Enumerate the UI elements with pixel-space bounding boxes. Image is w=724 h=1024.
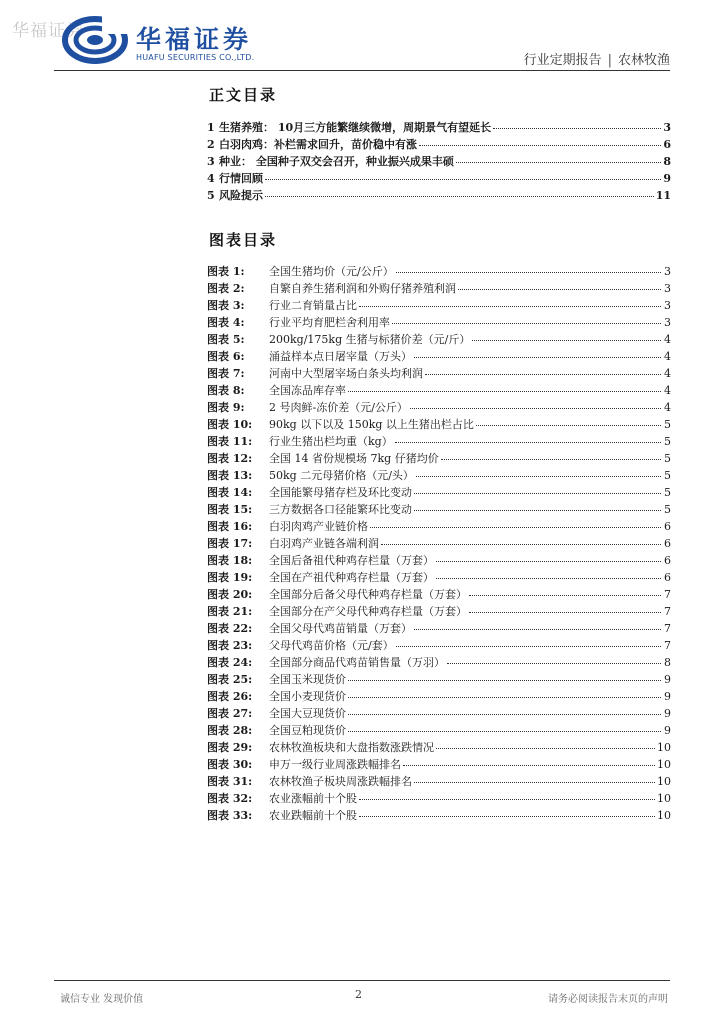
toc-label: 图表 16: (207, 520, 253, 533)
toc-title: 全国豆粕现货价 (269, 724, 346, 737)
toc-label: 图表 9: (207, 401, 245, 414)
toc-title: 河南中大型屠宰场白条头均利润 (269, 367, 423, 380)
report-header (524, 49, 670, 68)
toc-label: 图表 13: (207, 469, 253, 482)
toc-page-number: 9 (664, 690, 671, 703)
toc-leader-dots (381, 544, 661, 545)
footer-disclaimer: 请务必阅读报告末页的声明 (548, 994, 668, 1005)
toc-title: 申万一级行业周涨跌幅排名 (269, 758, 401, 771)
header-separator: | (607, 53, 612, 68)
figure-toc-entry[interactable] (207, 620, 671, 637)
toc-leader-dots (359, 306, 661, 307)
figure-toc-entry[interactable] (207, 552, 671, 569)
toc-page-number: 4 (664, 350, 671, 363)
toc-label: 图表 10: (207, 418, 253, 431)
logo-swirl-icon (62, 14, 128, 66)
toc-entry[interactable] (207, 136, 671, 153)
figure-toc-entry[interactable] (207, 637, 671, 654)
toc-title: 白羽肉鸡产业链价格 (269, 520, 368, 533)
toc-label: 图表 1: (207, 265, 245, 278)
toc-label: 5 (207, 189, 215, 202)
toc-page-number: 10 (657, 809, 671, 822)
toc-label: 图表 4: (207, 316, 245, 329)
toc-page-number: 5 (664, 452, 671, 465)
figure-toc-entry[interactable] (207, 484, 671, 501)
toc-leader-dots (348, 391, 661, 392)
toc-page-number: 5 (664, 486, 671, 499)
toc-title: 全国大豆现货价 (269, 707, 346, 720)
toc-label: 2 (207, 138, 215, 151)
figure-toc (207, 263, 671, 824)
toc-label: 图表 5: (207, 333, 245, 346)
toc-page-number: 8 (664, 656, 671, 669)
main-toc-title: 正文目录 (209, 86, 278, 104)
toc-label: 图表 20: (207, 588, 253, 601)
figure-toc-entry[interactable] (207, 654, 671, 671)
toc-title: 行业生猪出栏均重（kg） (269, 435, 393, 448)
toc-page-number: 8 (663, 155, 671, 168)
toc-title: 全国部分后备父母代种鸡存栏量（万套） (269, 588, 467, 601)
toc-page-number: 10 (657, 758, 671, 771)
figure-toc-entry[interactable] (207, 382, 671, 399)
figure-toc-entry[interactable] (207, 688, 671, 705)
figure-toc-entry[interactable] (207, 739, 671, 756)
toc-title: 行业平均育肥栏舍利用率 (269, 316, 390, 329)
toc-label: 图表 17: (207, 537, 253, 550)
toc-title: 三方数据各口径能繁环比变动 (269, 503, 412, 516)
toc-leader-dots (469, 612, 661, 613)
toc-leader-dots (414, 510, 661, 511)
toc-page-number: 4 (664, 384, 671, 397)
toc-page-number: 4 (664, 333, 671, 346)
toc-leader-dots (410, 408, 661, 409)
toc-label: 图表 27: (207, 707, 253, 720)
toc-leader-dots (436, 561, 661, 562)
toc-label: 图表 15: (207, 503, 253, 516)
toc-label: 图表 11: (207, 435, 253, 448)
toc-title: 全国小麦现货价 (269, 690, 346, 703)
toc-leader-dots (458, 289, 661, 290)
toc-title: 行情回顾 (219, 172, 263, 185)
toc-page-number: 7 (664, 605, 671, 618)
toc-leader-dots (493, 128, 661, 129)
toc-title: 全国在产祖代种鸡存栏量（万套） (269, 571, 434, 584)
toc-leader-dots (414, 782, 655, 783)
toc-leader-dots (370, 527, 661, 528)
toc-page-number: 7 (664, 622, 671, 635)
toc-leader-dots (359, 799, 655, 800)
toc-leader-dots (425, 374, 661, 375)
figure-toc-entry[interactable] (207, 756, 671, 773)
toc-page-number: 7 (664, 588, 671, 601)
toc-entry[interactable] (207, 187, 671, 204)
page-number: 2 (355, 988, 362, 1001)
toc-title: 全国父母代鸡苗销量（万套） (269, 622, 412, 635)
toc-title: 2 号肉鲜-冻价差（元/公斤） (269, 401, 408, 414)
company-logo (62, 14, 272, 66)
toc-page-number: 9 (663, 172, 671, 185)
figure-toc-entry[interactable] (207, 518, 671, 535)
toc-title: 种业： 全国种子双交会召开，种业振兴成果丰硕 (219, 155, 454, 168)
figure-toc-entry[interactable] (207, 773, 671, 790)
toc-leader-dots (395, 442, 661, 443)
toc-title: 全国生猪均价（元/公斤） (269, 265, 394, 278)
toc-label: 图表 14: (207, 486, 253, 499)
toc-leader-dots (436, 748, 655, 749)
toc-page-number: 5 (664, 469, 671, 482)
toc-page-number: 6 (663, 138, 671, 151)
toc-title: 白羽肉鸡：补栏需求回升，苗价稳中有涨 (219, 138, 417, 151)
header-rule (54, 70, 670, 71)
toc-leader-dots (476, 425, 661, 426)
toc-title: 200kg/175kg 生猪与标猪价差（元/斤） (269, 333, 471, 346)
toc-page-number: 9 (664, 707, 671, 720)
toc-label: 1 (207, 121, 215, 134)
toc-page-number: 6 (664, 571, 671, 584)
toc-leader-dots (416, 476, 661, 477)
toc-label: 图表 22: (207, 622, 253, 635)
toc-page-number: 9 (664, 724, 671, 737)
toc-page-number: 11 (655, 189, 671, 202)
toc-leader-dots (436, 578, 661, 579)
footer-slogan: 诚信专业 发现价值 (60, 994, 144, 1005)
toc-page-number: 10 (657, 792, 671, 805)
figure-toc-entry[interactable] (207, 671, 671, 688)
figure-toc-entry[interactable] (207, 501, 671, 518)
toc-label: 图表 32: (207, 792, 253, 805)
toc-leader-dots (447, 663, 661, 664)
toc-entry[interactable] (207, 119, 671, 136)
toc-leader-dots (265, 179, 661, 180)
figure-toc-entry[interactable] (207, 450, 671, 467)
toc-label: 图表 18: (207, 554, 253, 567)
toc-page-number: 7 (664, 639, 671, 652)
toc-page-number: 5 (664, 435, 671, 448)
toc-page-number: 4 (664, 401, 671, 414)
toc-page-number: 3 (664, 265, 671, 278)
toc-label: 图表 24: (207, 656, 253, 669)
toc-label: 图表 28: (207, 724, 253, 737)
toc-leader-dots (265, 196, 654, 197)
figure-toc-entry[interactable] (207, 790, 671, 807)
figure-toc-entry[interactable] (207, 433, 671, 450)
toc-page-number: 5 (664, 503, 671, 516)
toc-page-number: 3 (664, 299, 671, 312)
toc-title: 全国玉米现货价 (269, 673, 346, 686)
figure-toc-title: 图表目录 (209, 231, 278, 249)
toc-page-number: 6 (664, 554, 671, 567)
figure-toc-entry[interactable] (207, 331, 671, 348)
toc-leader-dots (392, 323, 661, 324)
toc-leader-dots (359, 816, 655, 817)
toc-label: 图表 21: (207, 605, 253, 618)
toc-leader-dots (472, 340, 661, 341)
toc-label: 图表 31: (207, 775, 253, 788)
toc-leader-dots (396, 272, 661, 273)
figure-toc-entry[interactable] (207, 705, 671, 722)
toc-leader-dots (441, 459, 661, 460)
figure-toc-entry[interactable] (207, 467, 671, 484)
brand-name-en: HUAFU SECURITIES CO.,LTD. (136, 53, 255, 62)
figure-toc-entry[interactable] (207, 280, 671, 297)
toc-title: 白羽鸡产业链各端利润 (269, 537, 379, 550)
toc-label: 图表 12: (207, 452, 253, 465)
figure-toc-entry[interactable] (207, 399, 671, 416)
toc-title: 涌益样本点日屠宰量（万头） (269, 350, 412, 363)
toc-title: 90kg 以下以及 150kg 以上生猪出栏占比 (269, 418, 474, 431)
figure-toc-entry[interactable] (207, 722, 671, 739)
toc-leader-dots (348, 714, 661, 715)
toc-label: 图表 29: (207, 741, 253, 754)
toc-title: 父母代鸡苗价格（元/套） (269, 639, 394, 652)
toc-title: 风险提示 (219, 189, 263, 202)
toc-leader-dots (414, 357, 661, 358)
toc-leader-dots (469, 595, 661, 596)
toc-title: 自繁自养生猪利润和外购仔猪养殖利润 (269, 282, 456, 295)
figure-toc-entry[interactable] (207, 314, 671, 331)
toc-page-number: 10 (657, 741, 671, 754)
toc-title: 行业二育销量占比 (269, 299, 357, 312)
figure-toc-entry[interactable] (207, 365, 671, 382)
toc-title: 全国部分商品代鸡苗销售量（万羽） (269, 656, 445, 669)
toc-title: 生猪养殖： 10月三方能繁继续微增，周期景气有望延长 (219, 121, 492, 134)
toc-title: 全国部分在产父母代种鸡存栏量（万套） (269, 605, 467, 618)
toc-leader-dots (414, 493, 661, 494)
toc-title: 全国能繁母猪存栏及环比变动 (269, 486, 412, 499)
toc-leader-dots (348, 680, 661, 681)
toc-entry[interactable] (207, 153, 671, 170)
toc-label: 图表 2: (207, 282, 245, 295)
figure-toc-entry[interactable] (207, 586, 671, 603)
toc-page-number: 3 (664, 282, 671, 295)
toc-title: 全国 14 省份规模场 7kg 仔猪均价 (269, 452, 439, 465)
toc-title: 农林牧渔板块和大盘指数涨跌情况 (269, 741, 434, 754)
watermark: 华福证券 (12, 21, 84, 41)
toc-page-number: 6 (664, 520, 671, 533)
toc-leader-dots (348, 697, 661, 698)
toc-title: 农业跌幅前十个股 (269, 809, 357, 822)
figure-toc-entry[interactable] (207, 535, 671, 552)
toc-label: 图表 26: (207, 690, 253, 703)
toc-page-number: 9 (664, 673, 671, 686)
toc-label: 图表 7: (207, 367, 245, 380)
toc-title: 全国冻品库存率 (269, 384, 346, 397)
main-toc (207, 119, 671, 204)
toc-page-number: 4 (664, 367, 671, 380)
toc-title: 全国后备祖代种鸡存栏量（万套） (269, 554, 434, 567)
toc-leader-dots (456, 162, 661, 163)
toc-label: 图表 3: (207, 299, 245, 312)
toc-title: 农林牧渔子板块周涨跌幅排名 (269, 775, 412, 788)
toc-leader-dots (419, 145, 661, 146)
toc-page-number: 3 (663, 121, 671, 134)
toc-title: 农业涨幅前十个股 (269, 792, 357, 805)
toc-label: 图表 23: (207, 639, 253, 652)
toc-leader-dots (348, 731, 661, 732)
toc-entry[interactable] (207, 170, 671, 187)
toc-label: 3 (207, 155, 215, 168)
toc-label: 图表 30: (207, 758, 253, 771)
figure-toc-entry[interactable] (207, 348, 671, 365)
figure-toc-entry[interactable] (207, 416, 671, 433)
toc-label: 图表 19: (207, 571, 253, 584)
toc-page-number: 6 (664, 537, 671, 550)
toc-page-number: 3 (664, 316, 671, 329)
toc-label: 图表 25: (207, 673, 253, 686)
industry-name: 农林牧渔 (617, 53, 670, 68)
toc-page-number: 10 (657, 775, 671, 788)
toc-label: 图表 8: (207, 384, 245, 397)
toc-leader-dots (403, 765, 655, 766)
toc-page-number: 5 (664, 418, 671, 431)
toc-label: 图表 33: (207, 809, 253, 822)
report-type: 行业定期报告 (523, 53, 602, 68)
figure-toc-entry[interactable] (207, 263, 671, 280)
figure-toc-entry[interactable] (207, 603, 671, 620)
toc-label: 图表 6: (207, 350, 245, 363)
figure-toc-entry[interactable] (207, 297, 671, 314)
figure-toc-entry[interactable] (207, 807, 671, 824)
toc-label: 4 (207, 172, 215, 185)
toc-title: 50kg 二元母猪价格（元/头） (269, 469, 414, 482)
toc-leader-dots (396, 646, 661, 647)
footer-rule (54, 980, 670, 981)
figure-toc-entry[interactable] (207, 569, 671, 586)
toc-leader-dots (414, 629, 661, 630)
brand-name-cn: 华福证券 (136, 25, 253, 54)
